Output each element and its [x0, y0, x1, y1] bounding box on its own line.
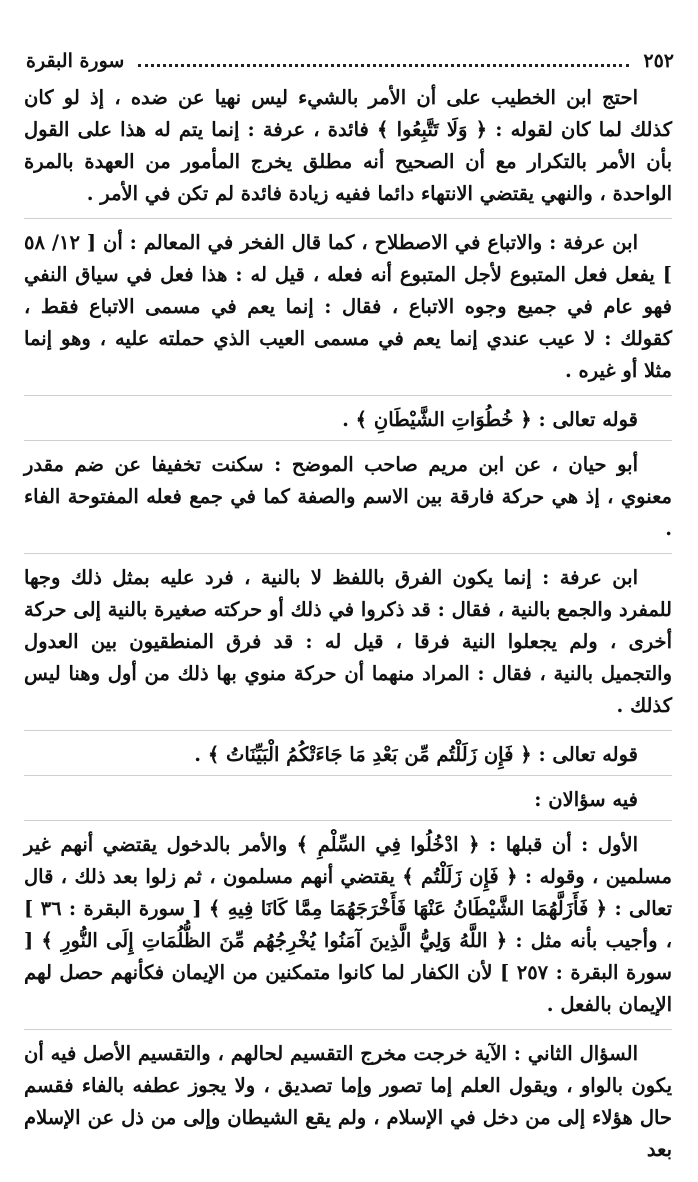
verse-heading-2: قوله تعالى : ﴿ فَإِن زَلَلْتُم مِّن بَعْدِ مَا جَاءَتْكُمُ الْبَيِّنَاتُ ﴾ .: [24, 739, 672, 776]
surah-title: سورة البقرة: [26, 50, 125, 72]
header-dotted-leader: [138, 64, 629, 67]
running-header: [26, 46, 674, 76]
verse-heading-1: قوله تعالى : ﴿ خُطُوَاتِ الشَّيْطَانِ ﴾ .: [24, 404, 672, 441]
questions-heading: فيه سؤالان :: [24, 784, 672, 821]
paragraph-1: احتج ابن الخطيب على أن الأمر بالشيء ليس نهيا عن ضده ، إذ لو كان كذلك لما كان لقوله : ﴿ وَلَا تَتَّبِعُوا ﴾ فائدة ، عرفة : إنما يتم له هذا على القول بأن الأمر بالتكرار مع أن الصحيح أنه مطلق يخرج المأمور من العهدة بالمرة الواحدة ، والنهي يقتضي الانتهاء دائما ففيه زيادة فائدة لم تكن في الأمر .: [24, 82, 672, 219]
paragraph-4: ابن عرفة : إنما يكون الفرق باللفظ لا بالنية ، فرد عليه بمثل ذلك وجها للمفرد والجمع بالنية ، فقال : قد ذكروا في ذلك أو حركته صغيرة بالنية إلى حركة أخرى ، ولم يجعلوا النية فرقا ، قيل له : قد فرق المنطقيون بين العدول والتجميل بالنية ، فقال : المراد منهما أن حركة منوي بها ذلك من أول وهنا ليس كذلك .: [24, 562, 672, 731]
page-body: [24, 82, 672, 1182]
paragraph-5: الأول : أن قبلها : ﴿ ادْخُلُوا فِي السِّلْمِ ﴾ والأمر بالدخول يقتضي أنهم غير مسلمين ، وقوله : ﴿ فَإِن زَلَلْتُم ﴾ يقتضي أنهم مسلمون ، ثم زلوا بعد ذلك ، قال تعالى : ﴿ فَأَزَلَّهُمَا الشَّيْطَانُ عَنْهَا فَأَخْرَجَهُمَا مِمَّا كَانَا فِيهِ ﴾ [ سورة البقرة : ٣٦ ] ، وأجيب بأنه مثل : ﴿ اللَّهُ وَلِيُّ الَّذِينَ آمَنُوا يُخْرِجُهُم مِّنَ الظُّلُمَاتِ إِلَى النُّورِ ﴾ [ سورة البقرة : ٢٥٧ ] لأن الكفار لما كانوا متمكنين من الإيمان فكأنهم حصل لهم الإيمان بالفعل .: [24, 829, 672, 1030]
page-number: ٢٥٢: [643, 50, 674, 72]
paragraph-6: السؤال الثاني : الآية خرجت مخرج التقسيم لحالهم ، والتقسيم الأصل فيه أن يكون بالواو ، ويقول العلم إما تصور وإما تصديق ، ولا يجوز عطفه بالفاء فقسم حال هؤلاء إلى من دخل في الإسلام ، ولم يقع الشيطان وإلى من ذل عن الإسلام بعد: [24, 1042, 672, 1161]
paragraph-2: ابن عرفة : والاتباع في الاصطلاح ، كما قال الفخر في المعالم : أن [ ١٢/ ٥٨ ] يفعل فعل المتبوع لأجل المتبوع أنه فعله ، قيل له : هذا فعل في سياق النفي فهو عام في جميع وجوه الاتباع ، فقال : إنما يعم في مسمى الاتباع فقط ، كقولك : لا عيب عندي إنما يعم في مسمى العيب الذي حملته عليه ، وهو إنما مثلا أو غيره .: [24, 227, 672, 396]
paragraph-3: أبو حيان ، عن ابن مريم صاحب الموضح : سكنت تخفيفا عن ضم مقدر معنوي ، إذ هي حركة فارقة بين الاسم والصفة كما في جمع فعله المفتوحة الفاء .: [24, 449, 672, 554]
